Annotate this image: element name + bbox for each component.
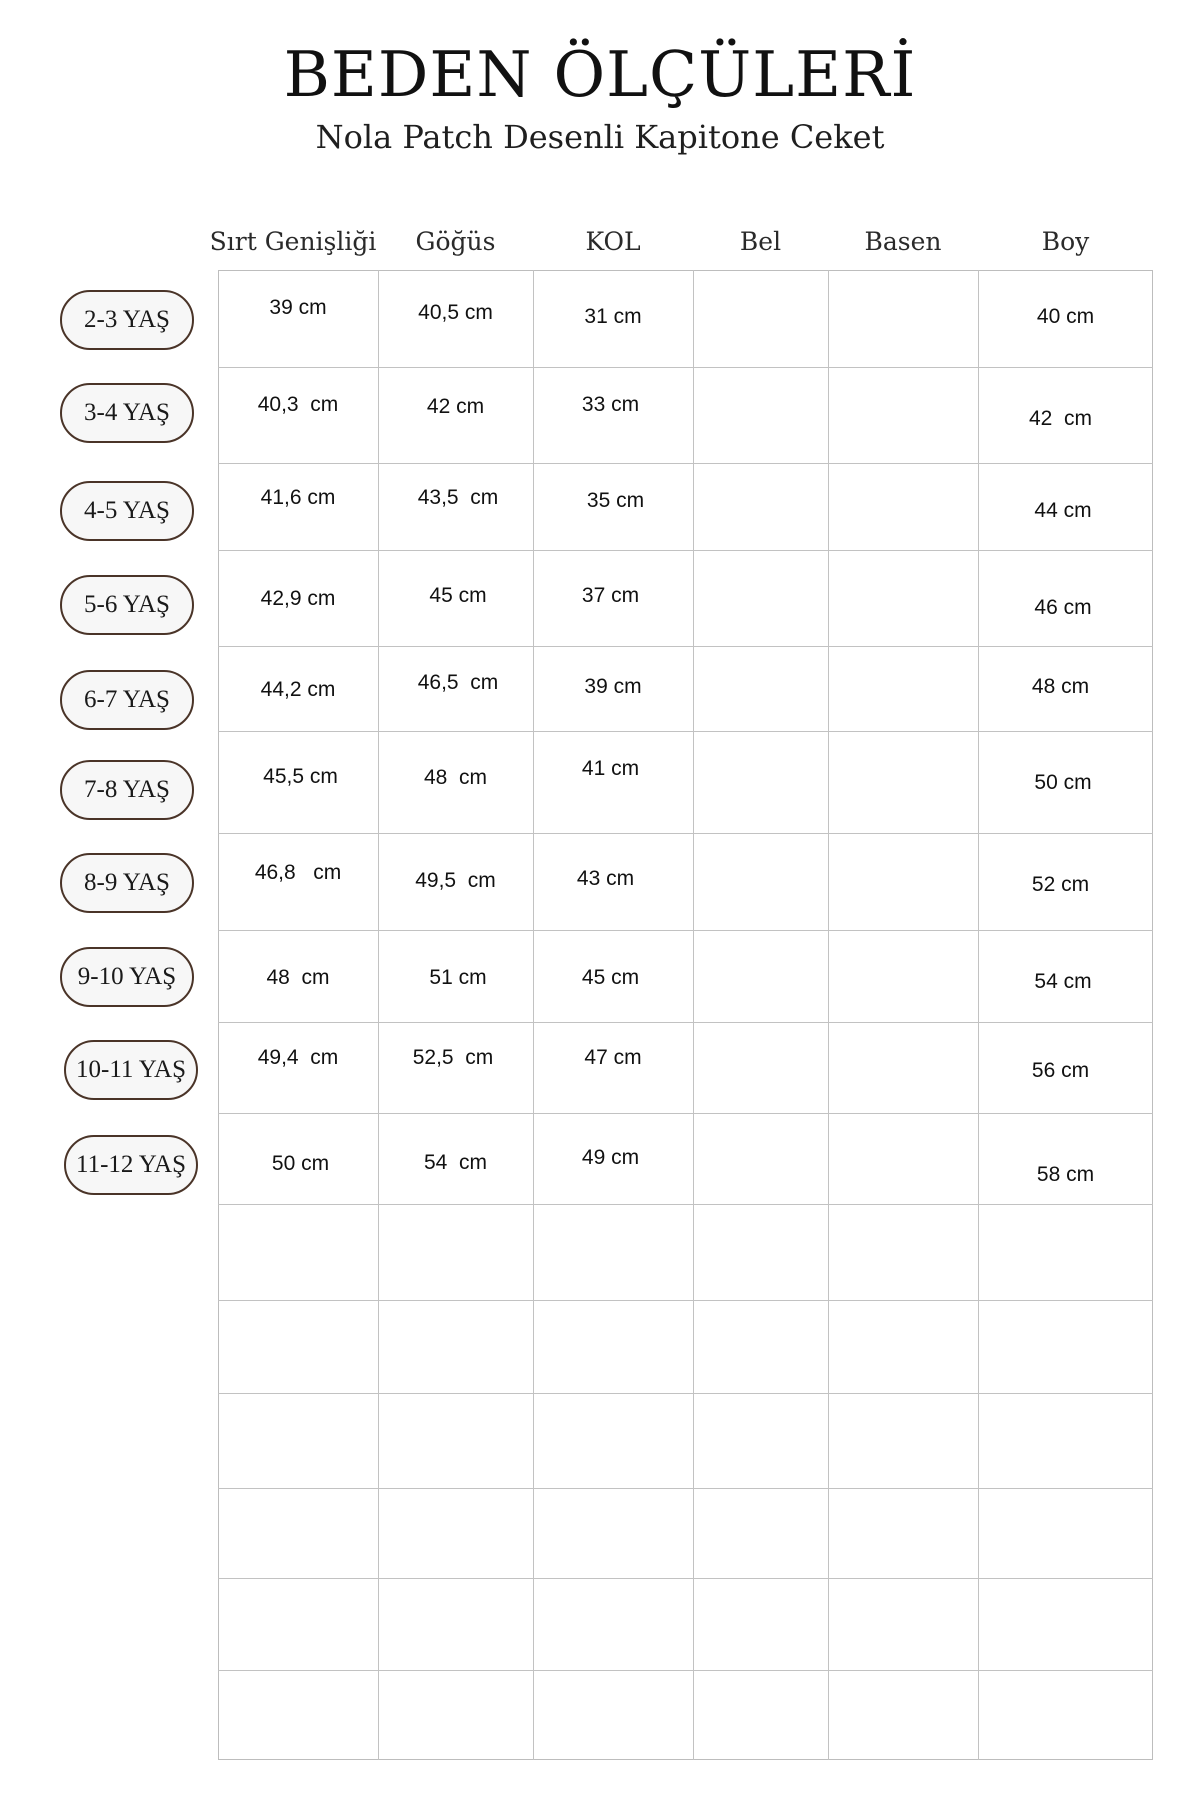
grid-hline [218,833,1153,834]
grid-hline [218,367,1153,368]
cell-boy: 56 cm [1031,1059,1090,1082]
age-label-2-3: 2-3 YAŞ [60,290,194,350]
cell-boy: 54 cm [1034,970,1092,993]
age-label-8-9: 8-9 YAŞ [60,853,194,913]
cell-gogus: 52,5 cm [412,1046,494,1069]
grid-hline [218,1670,1153,1671]
age-label-11-12: 11-12 YAŞ [64,1135,198,1195]
cell-kol: 47 cm [584,1046,642,1069]
age-label-10-11: 10-11 YAŞ [64,1040,198,1100]
grid-hline [218,930,1153,931]
cell-kol: 43 cm [576,867,635,890]
cell-kol: 49 cm [581,1146,640,1169]
cell-gogus: 42 cm [426,395,485,418]
cell-boy: 50 cm [1034,771,1092,794]
page-title: BEDEN ÖLÇÜLERİ [283,38,917,111]
cell-kol: 31 cm [584,305,642,328]
cell-boy: 42 cm [1028,407,1093,430]
cell-sirt: 45,5 cm [263,765,338,788]
grid-hline [218,1488,1153,1489]
grid-hline [218,1578,1153,1579]
cell-gogus: 45 cm [429,584,487,607]
cell-gogus: 43,5 cm [417,486,499,509]
age-label-6-7: 6-7 YAŞ [60,670,194,730]
grid-vline [978,270,979,1760]
grid-hline [218,1300,1153,1301]
grid-hline [218,1393,1153,1394]
cell-gogus: 54 cm [423,1151,488,1174]
cell-kol: 41 cm [581,757,640,780]
cell-kol: 35 cm [586,489,645,512]
cell-gogus: 51 cm [429,966,487,989]
cell-sirt: 46,8 cm [254,861,342,884]
grid-hline [218,550,1153,551]
cell-kol: 45 cm [581,966,640,989]
grid-hline [218,731,1153,732]
header-basen: Basen [864,227,942,256]
cell-gogus: 46,5 cm [417,671,499,694]
cell-boy: 48 cm [1031,675,1090,698]
cell-gogus: 48 cm [423,766,488,789]
grid-hline [218,1204,1153,1205]
cell-boy: 44 cm [1034,499,1092,522]
age-label-7-8: 7-8 YAŞ [60,760,194,820]
cell-sirt: 39 cm [269,296,327,319]
cell-gogus: 49,5 cm [415,869,496,892]
header-boy: Boy [1041,227,1090,256]
grid-vline [828,270,829,1760]
cell-sirt: 48 cm [266,966,330,989]
age-label-9-10: 9-10 YAŞ [60,947,194,1007]
cell-sirt: 40,3 cm [257,393,339,416]
grid-hline [218,646,1153,647]
cell-boy: 46 cm [1034,596,1092,619]
cell-sirt: 44,2 cm [260,678,336,701]
cell-kol: 39 cm [584,675,642,698]
header-bel: Bel [739,227,782,256]
cell-boy: 40 cm [1036,305,1095,328]
cell-kol: 37 cm [581,584,640,607]
cell-boy: 52 cm [1031,873,1090,896]
cell-sirt: 41,6 cm [260,486,336,509]
header-gogus: Göğüs [415,227,496,256]
header-sirt-genisligi: Sırt Genişliği [209,227,377,256]
cell-gogus: 40,5 cm [418,301,493,324]
cell-sirt: 50 cm [271,1152,330,1175]
cell-sirt: 49,4 cm [257,1046,339,1069]
page-subtitle: Nola Patch Desenli Kapitone Ceket [315,118,885,156]
age-label-3-4: 3-4 YAŞ [60,383,194,443]
grid-hline [218,1113,1153,1114]
header-kol: KOL [585,227,641,256]
cell-boy: 58 cm [1036,1163,1095,1186]
age-label-4-5: 4-5 YAŞ [60,481,194,541]
grid-hline [218,1022,1153,1023]
cell-sirt: 42,9 cm [260,587,336,610]
grid-hline [218,463,1153,464]
age-label-5-6: 5-6 YAŞ [60,575,194,635]
cell-kol: 33 cm [581,393,640,416]
